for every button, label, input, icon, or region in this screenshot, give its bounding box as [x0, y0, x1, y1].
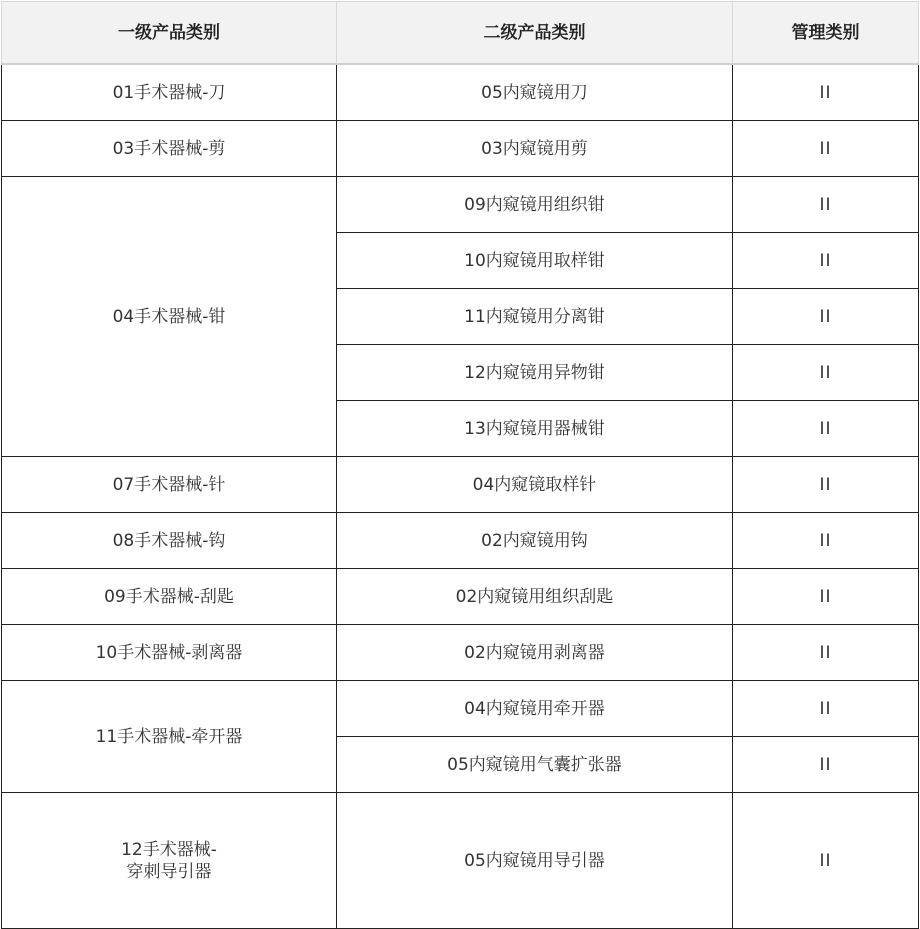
level2-cell: 09内窥镜用组织钳 [337, 177, 733, 233]
level1-line: 穿刺导引器 [126, 861, 212, 882]
level2-cell: 02内窥镜用钩 [337, 513, 733, 569]
level2-cell: 05内窥镜用导引器 [337, 793, 733, 929]
header-level2: 二级产品类别 [337, 2, 733, 65]
level2-cell: 02内窥镜用组织刮匙 [337, 569, 733, 625]
level2-cell: 02内窥镜用剥离器 [337, 625, 733, 681]
header-mgmt: 管理类别 [733, 2, 919, 65]
mgmt-cell: II [733, 793, 919, 929]
level1-cell: 03手术器械-剪 [2, 121, 337, 177]
table-row [2, 681, 919, 737]
mgmt-cell: II [733, 64, 919, 121]
table-row [2, 121, 919, 177]
mgmt-cell: II [733, 121, 919, 177]
mgmt-cell: II [733, 233, 919, 289]
mgmt-cell: II [733, 289, 919, 345]
level2-cell: 04内窥镜取样针 [337, 457, 733, 513]
mgmt-cell: II [733, 737, 919, 793]
table-row [2, 793, 919, 929]
table-row [2, 177, 919, 233]
mgmt-cell: II [733, 513, 919, 569]
level2-cell: 13内窥镜用器械钳 [337, 401, 733, 457]
mgmt-cell: II [733, 177, 919, 233]
level1-cell: 04手术器械-钳 [2, 177, 337, 457]
product-category-table [1, 1, 919, 929]
level2-cell: 03内窥镜用剪 [337, 121, 733, 177]
level2-cell: 10内窥镜用取样钳 [337, 233, 733, 289]
level1-cell [2, 793, 337, 929]
level1-cell: 11手术器械-牵开器 [2, 681, 337, 793]
mgmt-cell: II [733, 569, 919, 625]
table-row [2, 457, 919, 513]
table-header-row [2, 2, 919, 65]
level1-cell: 07手术器械-针 [2, 457, 337, 513]
level1-cell: 10手术器械-剥离器 [2, 625, 337, 681]
mgmt-cell: II [733, 401, 919, 457]
table-row [2, 64, 919, 121]
mgmt-cell: II [733, 457, 919, 513]
level1-line: 12手术器械- [121, 839, 217, 860]
header-level1: 一级产品类别 [2, 2, 337, 65]
mgmt-cell: II [733, 625, 919, 681]
table-row [2, 625, 919, 681]
mgmt-cell: II [733, 345, 919, 401]
table-row [2, 513, 919, 569]
level2-cell: 04内窥镜用牵开器 [337, 681, 733, 737]
level2-cell: 05内窥镜用刀 [337, 64, 733, 121]
level2-cell: 12内窥镜用异物钳 [337, 345, 733, 401]
level1-cell: 09手术器械-刮匙 [2, 569, 337, 625]
level1-cell: 01手术器械-刀 [2, 64, 337, 121]
level2-cell: 11内窥镜用分离钳 [337, 289, 733, 345]
level2-cell: 05内窥镜用气囊扩张器 [337, 737, 733, 793]
level1-cell: 08手术器械-钩 [2, 513, 337, 569]
mgmt-cell: II [733, 681, 919, 737]
table-row [2, 569, 919, 625]
